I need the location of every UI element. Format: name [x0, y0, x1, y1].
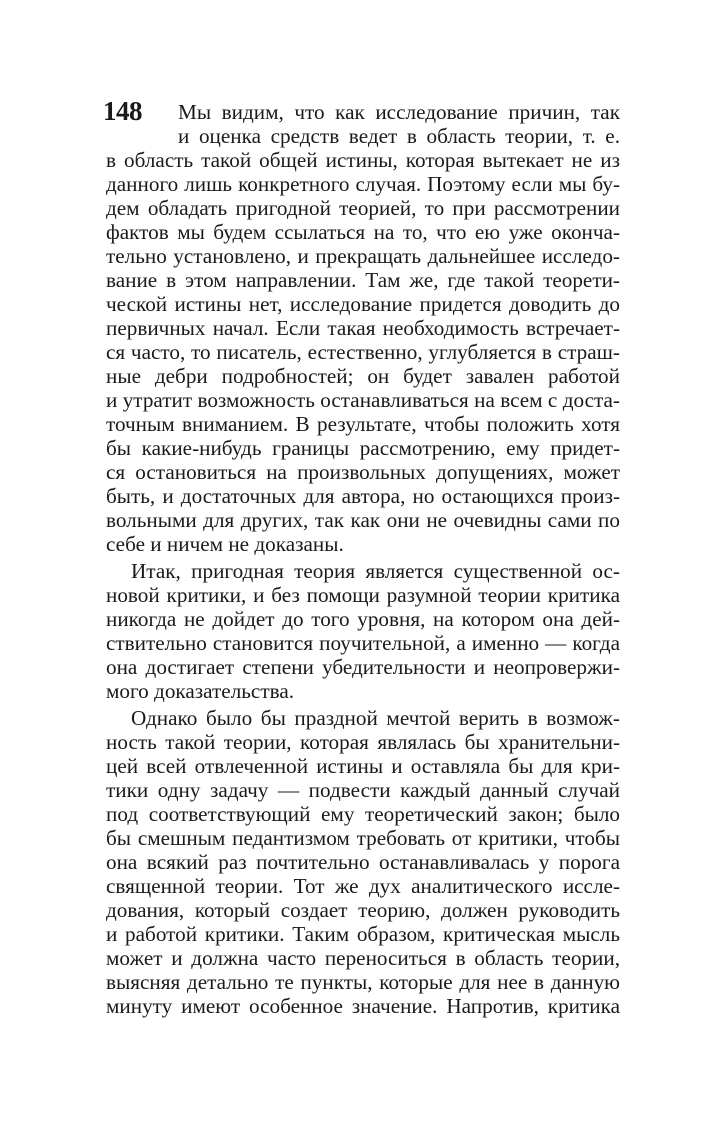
text-line: под соответствующий ему теоретический закон; было [106, 802, 620, 826]
text-line: новой критики, и без помощи разумной теории критика [106, 583, 620, 607]
text-line: и оценка средств ведет в область теории, т. е. [178, 124, 620, 148]
text-line: цей всей отвлеченной истины и оставляла бы для кри- [106, 754, 620, 778]
text-line: Итак, пригодная теория является существенной ос- [131, 559, 620, 583]
text-line: тики одну задачу — подвести каждый данный случай [106, 778, 620, 802]
text-line: выясняя детально те пункты, которые для нее в данную [106, 970, 620, 994]
text-line: ствительно становится поучительной, а именно — когда [106, 631, 620, 655]
text-line: дем обладать пригодной теорией, то при рассмотрении [106, 196, 620, 220]
text-line: Мы видим, что как исследование причин, так [178, 100, 620, 124]
text-line: данного лишь конкретного случая. Поэтому если мы бу- [106, 172, 620, 196]
text-line: точным вниманием. В результате, чтобы положить хотя [106, 412, 620, 436]
text-line: и работой критики. Таким образом, критическая мысль [106, 922, 620, 946]
text-line: первичных начал. Если такая необходимость встречает- [106, 316, 620, 340]
text-line: фактов мы будем ссылаться на то, что ею уже оконча- [106, 220, 620, 244]
page-number: 148 [103, 96, 142, 126]
text-line: она достигает степени убедительности и неопровержи- [106, 655, 620, 679]
text-line: ся часто, то писатель, естественно, углубляется в страш- [106, 340, 620, 364]
text-line: она всякий раз почтительно останавливалась у порога [106, 850, 620, 874]
text-line: ность такой теории, которая являлась бы хранительни- [106, 730, 620, 754]
text-line: быть, и достаточных для автора, но остающихся произ- [106, 484, 620, 508]
text-line: Однако было бы праздной мечтой верить в возмож- [131, 706, 620, 730]
text-line: вание в этом направлении. Там же, где такой теорети- [106, 268, 620, 292]
text-line: бы смешным педантизмом требовать от критики, чтобы [106, 826, 620, 850]
text-line: бы какие-нибудь границы рассмотрению, ему придет- [106, 436, 620, 460]
text-line: дования, который создает теорию, должен руководить [106, 898, 620, 922]
text-line: мого доказательства. [106, 679, 295, 703]
text-line: никогда не дойдет до того уровня, на котором она дей- [106, 607, 620, 631]
text-line: священной теории. Тот же дух аналитического иссле- [106, 874, 620, 898]
text-line: может и должна часто переноситься в область теории, [106, 946, 620, 970]
text-line: минуту имеют особенное значение. Напротив, критика [106, 994, 620, 1018]
text-line: ческой истины нет, исследование придется доводить до [106, 292, 620, 316]
text-line: вольными для других, так как они не очевидны сами по [106, 508, 620, 532]
text-line: в область такой общей истины, которая вытекает не из [106, 148, 620, 172]
text-line: и утратит возможность останавливаться на всем с доста- [106, 388, 620, 412]
text-line: тельно установлено, и прекращать дальнейшее исследо- [106, 244, 620, 268]
text-line: ся остановиться на произвольных допущениях, может [106, 460, 620, 484]
text-line: себе и ничем не доказаны. [106, 532, 344, 556]
text-line: ные дебри подробностей; он будет завален работой [106, 364, 620, 388]
